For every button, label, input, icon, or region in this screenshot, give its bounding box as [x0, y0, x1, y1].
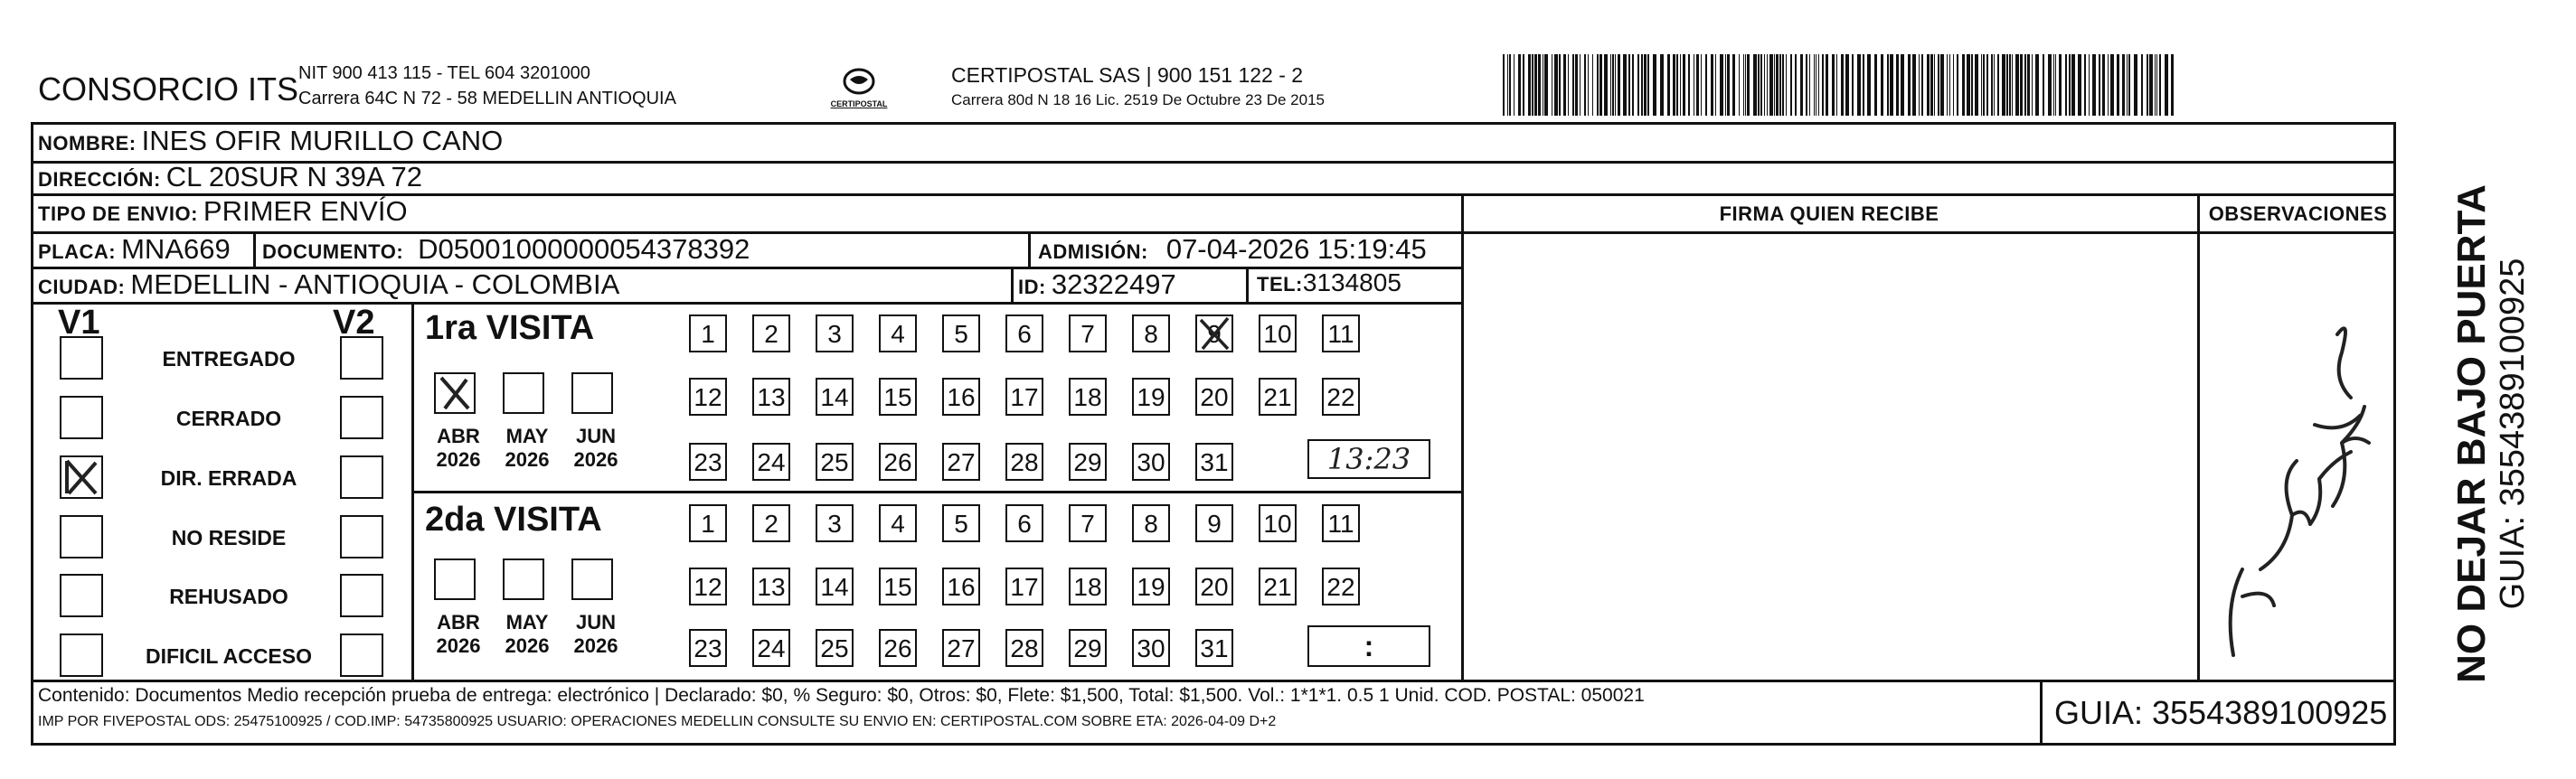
day-number: 12 [694, 573, 722, 601]
day-number: 4 [891, 320, 905, 348]
month-year: 2026 [573, 634, 618, 657]
day-number: 11 [1327, 320, 1354, 348]
second-visit-day-box[interactable] [879, 504, 917, 542]
second-visit-day-box[interactable] [1132, 629, 1170, 667]
day-number: 15 [883, 383, 912, 411]
tel-field [1257, 268, 1401, 297]
day-number: 8 [1144, 320, 1158, 348]
second-visit-month-checkbox[interactable] [571, 558, 613, 600]
direccion-label: DIRECCIÓN: [38, 168, 161, 191]
v2-label: V2 [333, 304, 375, 342]
second-visit-day-box[interactable] [942, 629, 980, 667]
month-label [427, 425, 490, 472]
v1-checkbox[interactable] [60, 396, 103, 439]
documento-value: D05001000000054378392 [418, 233, 750, 265]
day-number: 26 [883, 448, 912, 476]
day-number: 17 [1010, 383, 1039, 411]
placa-value: MNA669 [121, 233, 231, 265]
company-name: CONSORCIO ITS [38, 70, 299, 108]
day-number: 20 [1200, 573, 1229, 601]
second-visit-day-box[interactable] [1195, 629, 1233, 667]
day-number: 13 [757, 383, 786, 411]
first-visit-day-box[interactable] [816, 314, 854, 352]
day-number: 8 [1144, 510, 1158, 538]
second-visit-month-checkbox[interactable] [503, 558, 544, 600]
first-visit-day-box[interactable] [689, 314, 727, 352]
day-number: 30 [1137, 634, 1165, 662]
day-number: 6 [1017, 320, 1032, 348]
v2-checkbox[interactable] [340, 634, 383, 677]
second-visit-day-box[interactable] [689, 504, 727, 542]
side-notice [2450, 184, 2532, 683]
second-visit-day-box[interactable] [1069, 568, 1107, 605]
status-label: CERRADO [175, 407, 282, 430]
nombre-row [38, 125, 503, 157]
first-visit-month-checkbox[interactable] [571, 372, 613, 414]
day-number: 7 [1080, 510, 1095, 538]
first-visit-day-box[interactable] [1259, 314, 1297, 352]
first-visit-title: 1ra VISITA [425, 309, 595, 347]
day-number: 18 [1073, 383, 1102, 411]
day-number: 3 [827, 320, 842, 348]
day-number: 23 [694, 634, 722, 662]
second-visit-day-box[interactable] [879, 629, 917, 667]
first-visit-day-box[interactable] [1259, 378, 1297, 416]
day-number: 24 [757, 634, 786, 662]
company-nit-line: NIT 900 413 115 - TEL 604 3201000 [298, 63, 590, 83]
month-name: ABR [437, 425, 480, 447]
first-visit-day-box[interactable] [942, 378, 980, 416]
month-label [427, 611, 490, 658]
second-visit-day-box[interactable] [1132, 504, 1170, 542]
tel-label: TEL: [1257, 273, 1303, 296]
day-number: 26 [883, 634, 912, 662]
day-number: 19 [1137, 573, 1165, 601]
direccion-row [38, 161, 422, 193]
status-label: ENTREGADO [162, 347, 296, 371]
first-visit-day-box[interactable] [1195, 443, 1233, 481]
ciudad-label: CIUDAD: [38, 276, 126, 298]
day-number: 3 [827, 510, 842, 538]
day-number: 31 [1200, 448, 1229, 476]
day-number: 30 [1137, 448, 1165, 476]
day-number: 29 [1073, 448, 1102, 476]
first-visit-day-box[interactable] [1069, 443, 1107, 481]
day-number: 9 [1207, 320, 1222, 348]
month-label [495, 425, 559, 472]
day-number: 9 [1207, 510, 1222, 538]
documento-label: DOCUMENTO: [262, 240, 404, 263]
month-name: MAY [505, 425, 549, 447]
day-number: 23 [694, 448, 722, 476]
carrier-address-line: Carrera 80d N 18 16 Lic. 2519 De Octubre 23 De 2015 [951, 91, 1325, 108]
day-number: 21 [1263, 573, 1292, 601]
status-label: NO RESIDE [171, 526, 287, 549]
nombre-value: INES OFIR MURILLO CANO [141, 125, 504, 156]
first-visit-day-box[interactable] [1195, 378, 1233, 416]
day-number: 12 [694, 383, 722, 411]
second-visit-day-box[interactable] [1195, 568, 1233, 605]
first-visit-month-checkbox[interactable] [434, 372, 476, 414]
footer-contents-line: Contenido: Documentos Medio recepción prueba de entrega: electrónico | Declarado: $0, % Seguro: $0, Otros: $0, Flete: $1,500, Total: $1,500. Vol.: 1*1*1. 0.5 1 Unid. COD. POSTAL: 050021 [38, 685, 1645, 706]
v2-checkbox[interactable] [340, 396, 383, 439]
second-visit-day-box[interactable] [752, 568, 790, 605]
v1-checkbox[interactable] [60, 515, 103, 558]
second-visit-day-box[interactable] [1259, 568, 1297, 605]
day-number: 1 [701, 510, 715, 538]
second-visit-day-box[interactable] [1132, 568, 1170, 605]
tipo-envio-value: PRIMER ENVÍO [203, 195, 408, 227]
logo-text: CERTIPOSTAL [830, 99, 888, 108]
id-label: ID: [1018, 276, 1046, 298]
first-visit-day-box[interactable] [879, 443, 917, 481]
v1-checkbox[interactable] [60, 574, 103, 617]
first-visit-day-box[interactable] [689, 378, 727, 416]
documento-field [262, 233, 750, 266]
second-visit-day-box[interactable] [1195, 504, 1233, 542]
id-value: 32322497 [1051, 268, 1176, 300]
admision-label: ADMISIÓN: [1038, 240, 1148, 263]
month-label [564, 425, 627, 472]
barcode [1501, 54, 2179, 116]
first-visit-day-box[interactable] [689, 443, 727, 481]
first-visit-month-checkbox[interactable] [503, 372, 544, 414]
day-number: 10 [1263, 320, 1292, 348]
second-visit-day-box[interactable] [1005, 629, 1043, 667]
tipo-envio-label: TIPO DE ENVIO: [38, 202, 198, 225]
first-visit-day-box[interactable] [816, 443, 854, 481]
second-visit-day-box[interactable] [1005, 568, 1043, 605]
month-year: 2026 [436, 448, 481, 471]
day-number: 13 [757, 573, 786, 601]
first-visit-time-box[interactable] [1307, 439, 1430, 479]
tipo-envio-row [38, 195, 408, 228]
second-visit-day-box[interactable] [942, 568, 980, 605]
day-number: 28 [1010, 634, 1039, 662]
month-name: ABR [437, 611, 480, 634]
footer-guia: GUIA: 3554389100925 [2054, 694, 2388, 731]
day-number: 5 [954, 320, 968, 348]
first-visit-day-box[interactable] [1005, 314, 1043, 352]
day-number: 5 [954, 510, 968, 538]
month-year: 2026 [505, 634, 550, 657]
day-number: 27 [947, 634, 976, 662]
company-address-line: Carrera 64C N 72 - 58 MEDELLIN ANTIOQUIA [298, 89, 676, 108]
v1-checkbox[interactable] [60, 455, 103, 499]
first-visit-day-box[interactable] [1005, 443, 1043, 481]
admision-field [1038, 233, 1427, 266]
day-number: 25 [820, 448, 849, 476]
second-visit-day-box[interactable] [816, 629, 854, 667]
ciudad-value: MEDELLIN - ANTIOQUIA - COLOMBIA [130, 268, 620, 300]
v2-checkbox[interactable] [340, 336, 383, 380]
second-visit-day-box[interactable] [1069, 629, 1107, 667]
v2-checkbox[interactable] [340, 515, 383, 558]
second-visit-time-value: : [1363, 629, 1374, 662]
day-number: 20 [1200, 383, 1229, 411]
second-visit-day-box[interactable] [942, 504, 980, 542]
first-visit-day-box[interactable] [1069, 314, 1107, 352]
first-visit-day-box[interactable] [942, 443, 980, 481]
day-number: 10 [1263, 510, 1292, 538]
day-number: 25 [820, 634, 849, 662]
first-visit-day-box[interactable] [752, 378, 790, 416]
placa-label: PLACA: [38, 240, 117, 263]
footer-print-line: IMP POR FIVEPOSTAL ODS: 25475100925 / COD.IMP: 54735800925 USUARIO: OPERACIONES MEDELLIN CONSULTE SU ENVIO EN: CERTIPOSTAL.COM SOBRE ETA: 2026-04-09 D+2 [38, 714, 1277, 729]
v1-checkbox[interactable] [60, 336, 103, 380]
day-number: 27 [947, 448, 976, 476]
day-number: 2 [764, 510, 778, 538]
month-year: 2026 [436, 634, 481, 657]
day-number: 28 [1010, 448, 1039, 476]
first-visit-day-box[interactable] [879, 378, 917, 416]
second-visit-day-box[interactable] [816, 504, 854, 542]
day-number: 21 [1263, 383, 1292, 411]
month-label [495, 611, 559, 658]
direccion-value: CL 20SUR N 39A 72 [165, 161, 422, 192]
side-notice-line1: NO DEJAR BAJO PUERTA [2449, 184, 2494, 683]
day-number: 17 [1010, 573, 1039, 601]
second-visit-day-box[interactable] [752, 629, 790, 667]
second-visit-day-box[interactable] [816, 568, 854, 605]
first-visit-day-box[interactable] [1195, 314, 1233, 352]
second-visit-day-box[interactable] [689, 629, 727, 667]
id-field [1018, 268, 1176, 301]
first-visit-day-box[interactable] [1069, 378, 1107, 416]
day-number: 16 [947, 383, 976, 411]
day-number: 31 [1200, 634, 1229, 662]
certipostal-logo [832, 61, 886, 116]
month-year: 2026 [573, 448, 618, 471]
firma-header: FIRMA QUIEN RECIBE [1719, 202, 1939, 225]
v2-checkbox[interactable] [340, 455, 383, 499]
day-number: 1 [701, 320, 715, 348]
carrier-name-line: CERTIPOSTAL SAS | 900 151 122 - 2 [951, 63, 1304, 87]
status-label: REHUSADO [169, 585, 288, 608]
day-check-mark [1195, 314, 1233, 352]
day-number: 16 [947, 573, 976, 601]
first-visit-day-box[interactable] [1132, 378, 1170, 416]
month-name: MAY [505, 611, 549, 634]
day-number: 15 [883, 573, 912, 601]
day-number: 24 [757, 448, 786, 476]
second-visit-day-box[interactable] [1322, 568, 1360, 605]
day-number: 19 [1137, 383, 1165, 411]
second-visit-day-box[interactable] [1005, 504, 1043, 542]
day-number: 18 [1073, 573, 1102, 601]
first-visit-day-box[interactable] [879, 314, 917, 352]
first-visit-day-box[interactable] [1005, 378, 1043, 416]
second-visit-day-box[interactable] [752, 504, 790, 542]
observaciones-header: OBSERVACIONES [2208, 202, 2388, 225]
first-visit-day-box[interactable] [816, 378, 854, 416]
month-name: JUN [575, 425, 616, 447]
first-visit-day-box[interactable] [1132, 314, 1170, 352]
day-number: 14 [820, 383, 849, 411]
day-number: 6 [1017, 510, 1032, 538]
day-number: 29 [1073, 634, 1102, 662]
first-visit-day-box[interactable] [1322, 378, 1360, 416]
day-number: 4 [891, 510, 905, 538]
v1-checkbox[interactable] [60, 634, 103, 677]
month-year: 2026 [505, 448, 550, 471]
status-label: DIFICIL ACCESO [145, 644, 312, 668]
first-visit-day-box[interactable] [752, 314, 790, 352]
second-visit-time-box[interactable] [1307, 625, 1430, 667]
day-number: 22 [1326, 573, 1355, 601]
ciudad-field [38, 268, 619, 301]
day-number: 7 [1080, 320, 1095, 348]
second-visit-title: 2da VISITA [425, 501, 602, 539]
day-number: 2 [764, 320, 778, 348]
second-visit-day-box[interactable] [1322, 504, 1360, 542]
admision-value: 07-04-2026 15:19:45 [1165, 233, 1427, 265]
status-label: DIR. ERRADA [160, 466, 297, 490]
side-notice-guia: GUIA: 3554389100925 [2494, 258, 2532, 610]
second-visit-day-box[interactable] [879, 568, 917, 605]
first-visit-day-box[interactable] [942, 314, 980, 352]
month-label [564, 611, 627, 658]
first-visit-day-box[interactable] [752, 443, 790, 481]
first-visit-time-value: 13:23 [1326, 442, 1411, 476]
v1-label: V1 [58, 304, 100, 342]
tel-value: 3134805 [1302, 268, 1401, 296]
v2-checkbox[interactable] [340, 574, 383, 617]
second-visit-day-box[interactable] [1069, 504, 1107, 542]
first-visit-day-box[interactable] [1132, 443, 1170, 481]
first-visit-day-box[interactable] [1322, 314, 1360, 352]
second-visit-month-checkbox[interactable] [434, 558, 476, 600]
day-number: 11 [1327, 510, 1354, 538]
day-number: 22 [1326, 383, 1355, 411]
month-name: JUN [575, 611, 616, 634]
second-visit-day-box[interactable] [1259, 504, 1297, 542]
second-visit-day-box[interactable] [689, 568, 727, 605]
day-number: 14 [820, 573, 849, 601]
placa-field [38, 233, 231, 266]
nombre-label: NOMBRE: [38, 132, 137, 155]
